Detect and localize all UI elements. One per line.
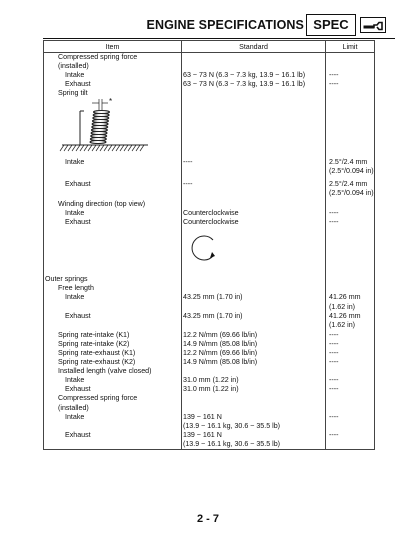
item-cell: Compressed spring force — [44, 394, 182, 403]
standard-cell: 63 ~ 73 N (6.3 ~ 7.3 kg, 13.9 ~ 16.1 lb) — [182, 71, 326, 80]
table-row — [44, 376, 375, 385]
standard-cell: ---- — [182, 180, 326, 189]
table-row — [44, 413, 375, 422]
limit-cell — [326, 404, 375, 413]
limit-cell: (1.62 in) — [326, 321, 375, 330]
standard-cell: ---- — [182, 158, 326, 167]
winding-figure-cell — [44, 227, 182, 275]
table-row — [44, 440, 375, 450]
spec-table — [43, 40, 375, 450]
limit-cell: 2.5°/2.4 mm — [326, 180, 375, 189]
table-body — [44, 53, 375, 450]
standard-cell — [182, 404, 326, 413]
table-row — [44, 275, 375, 284]
table-row — [44, 404, 375, 413]
limit-cell — [326, 62, 375, 71]
item-cell: Free length — [44, 284, 182, 293]
item-cell: Installed length (valve closed) — [44, 367, 182, 376]
table-row — [44, 422, 375, 431]
standard-cell — [182, 303, 326, 312]
spring-tilt-figure-cell — [44, 98, 182, 157]
table-row — [44, 98, 375, 157]
standard-cell: 139 ~ 161 N — [182, 431, 326, 440]
standard-cell — [182, 394, 326, 403]
table-row — [44, 331, 375, 340]
table-row — [44, 385, 375, 394]
limit-cell: ---- — [326, 385, 375, 394]
page-title: ENGINE SPECIFICATIONS — [146, 18, 304, 32]
limit-cell: (2.5°/0.094 in) — [326, 167, 375, 176]
limit-cell: ---- — [326, 358, 375, 367]
item-cell: Exhaust — [44, 312, 182, 321]
wrench-icon — [360, 17, 386, 33]
table-row — [44, 349, 375, 358]
header-rule — [43, 38, 395, 39]
limit-cell — [326, 422, 375, 431]
item-cell: Exhaust — [44, 218, 182, 227]
spec-badge: SPEC — [306, 14, 356, 36]
limit-cell: ---- — [326, 71, 375, 80]
item-cell — [44, 189, 182, 198]
item-cell: Spring rate-intake (K2) — [44, 340, 182, 349]
page-number: 2 - 7 — [196, 513, 219, 525]
item-cell: Spring rate-exhaust (K2) — [44, 358, 182, 367]
figure-standard-cell — [182, 98, 326, 157]
page-header — [0, 14, 416, 38]
item-cell — [44, 422, 182, 431]
table-row — [44, 394, 375, 403]
standard-cell: 12.2 N/mm (69.66 lb/in) — [182, 331, 326, 340]
limit-cell — [326, 367, 375, 376]
item-cell — [44, 167, 182, 176]
limit-cell — [326, 394, 375, 403]
standard-cell: 14.9 N/mm (85.08 lb/in) — [182, 358, 326, 367]
table-row — [44, 71, 375, 80]
spring-tilt-marker: * — [109, 98, 113, 107]
limit-cell: ---- — [326, 340, 375, 349]
table-row — [44, 189, 375, 198]
limit-cell — [326, 200, 375, 209]
column-header-item: Item — [44, 41, 182, 53]
standard-cell — [182, 62, 326, 71]
spring-tilt-diagram — [58, 98, 150, 154]
table-header-row — [44, 41, 375, 53]
standard-cell: Counterclockwise — [182, 218, 326, 227]
limit-cell: 41.26 mm — [326, 293, 375, 302]
standard-cell — [182, 275, 326, 284]
table-row — [44, 284, 375, 293]
table-row — [44, 218, 375, 227]
item-cell: Spring tilt — [44, 89, 182, 98]
table-row — [44, 158, 375, 167]
item-cell: Spring rate-intake (K1) — [44, 331, 182, 340]
item-cell: (installed) — [44, 62, 182, 71]
table-row — [44, 62, 375, 71]
limit-cell: 2.5°/2.4 mm — [326, 158, 375, 167]
item-cell: Exhaust — [44, 385, 182, 394]
item-cell: Outer springs — [44, 275, 182, 284]
table-row — [44, 53, 375, 63]
limit-cell: ---- — [326, 80, 375, 89]
item-cell — [44, 303, 182, 312]
table-row — [44, 89, 375, 98]
figure-limit-cell — [326, 227, 375, 275]
table-row — [44, 303, 375, 312]
item-cell: Compressed spring force — [44, 53, 182, 63]
standard-cell — [182, 321, 326, 330]
item-cell: (installed) — [44, 404, 182, 413]
limit-cell: ---- — [326, 413, 375, 422]
limit-cell — [326, 275, 375, 284]
limit-cell: 41.26 mm — [326, 312, 375, 321]
limit-cell: (2.5°/0.094 in) — [326, 189, 375, 198]
standard-cell: 12.2 N/mm (69.66 lb/in) — [182, 349, 326, 358]
item-cell: Intake — [44, 293, 182, 302]
table-row — [44, 80, 375, 89]
standard-cell: 139 ~ 161 N — [182, 413, 326, 422]
standard-cell — [182, 53, 326, 63]
item-cell: Intake — [44, 158, 182, 167]
standard-cell: (13.9 ~ 16.1 kg, 30.6 ~ 35.5 lb) — [182, 440, 326, 450]
standard-cell — [182, 167, 326, 176]
limit-cell — [326, 284, 375, 293]
table-row — [44, 227, 375, 275]
limit-cell: ---- — [326, 349, 375, 358]
table-row — [44, 167, 375, 176]
item-cell: Intake — [44, 209, 182, 218]
item-cell: Intake — [44, 376, 182, 385]
table-row — [44, 340, 375, 349]
limit-cell — [326, 440, 375, 450]
table-row — [44, 367, 375, 376]
standard-cell — [182, 200, 326, 209]
item-cell: Spring rate-exhaust (K1) — [44, 349, 182, 358]
standard-cell: 63 ~ 73 N (6.3 ~ 7.3 kg, 13.9 ~ 16.1 lb) — [182, 80, 326, 89]
figure-standard-cell — [182, 227, 326, 275]
column-header-standard: Standard — [182, 41, 326, 53]
limit-cell — [326, 89, 375, 98]
standard-cell: 31.0 mm (1.22 in) — [182, 385, 326, 394]
figure-limit-cell — [326, 98, 375, 157]
limit-cell — [326, 53, 375, 63]
standard-cell — [182, 189, 326, 198]
standard-cell: 14.9 N/mm (85.08 lb/in) — [182, 340, 326, 349]
limit-cell: ---- — [326, 376, 375, 385]
limit-cell: ---- — [326, 331, 375, 340]
table-row — [44, 312, 375, 321]
limit-cell: ---- — [326, 209, 375, 218]
limit-cell: ---- — [326, 218, 375, 227]
standard-cell — [182, 367, 326, 376]
column-header-limit: Limit — [326, 41, 375, 53]
limit-cell: ---- — [326, 431, 375, 440]
standard-cell: 43.25 mm (1.70 in) — [182, 312, 326, 321]
standard-cell — [182, 89, 326, 98]
limit-cell: (1.62 in) — [326, 303, 375, 312]
table-row — [44, 321, 375, 330]
item-cell — [44, 440, 182, 450]
item-cell: Exhaust — [44, 180, 182, 189]
table-row — [44, 293, 375, 302]
item-cell: Intake — [44, 71, 182, 80]
standard-cell: 31.0 mm (1.22 in) — [182, 376, 326, 385]
standard-cell: (13.9 ~ 16.1 kg, 30.6 ~ 35.5 lb) — [182, 422, 326, 431]
table-row — [44, 209, 375, 218]
table-row — [44, 180, 375, 189]
standard-cell: Counterclockwise — [182, 209, 326, 218]
item-cell — [44, 321, 182, 330]
table-row — [44, 431, 375, 440]
item-cell: Intake — [44, 413, 182, 422]
item-cell: Winding direction (top view) — [44, 200, 182, 209]
item-cell: Exhaust — [44, 80, 182, 89]
counterclockwise-arrow-icon — [186, 231, 220, 265]
item-cell: Exhaust — [44, 431, 182, 440]
standard-cell: 43.25 mm (1.70 in) — [182, 293, 326, 302]
standard-cell — [182, 284, 326, 293]
table-row — [44, 358, 375, 367]
table-row — [44, 200, 375, 209]
